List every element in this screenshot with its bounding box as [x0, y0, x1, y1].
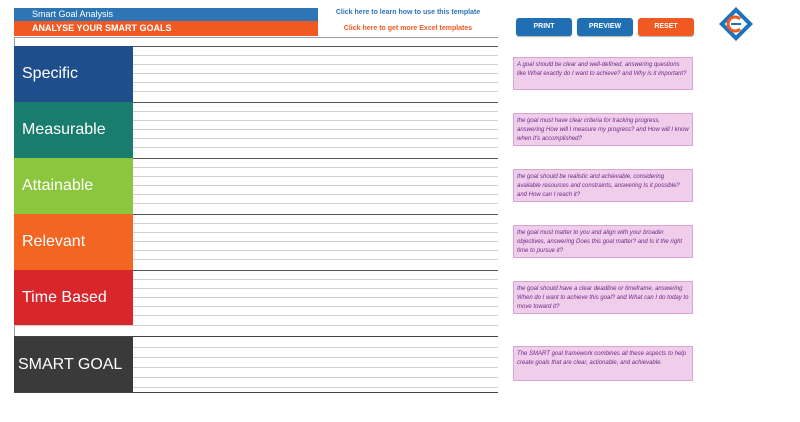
entry-area-relevant[interactable]: [133, 214, 498, 270]
entry-area-attainable[interactable]: [133, 158, 498, 214]
app-title: Smart Goal Analysis: [14, 8, 318, 21]
page-subtitle: ANALYSE YOUR SMART GOALS: [14, 21, 318, 36]
header-divider: [14, 37, 498, 38]
description-specific: A goal should be clear and well-defined, answering questions like What exactly do I want to achieve? and Why is it important?: [513, 57, 693, 90]
entry-area-specific[interactable]: [133, 46, 498, 102]
description-smart-goal: The SMART goal framework combines all these aspects to help create goals that are clear, actionable, and achievable.: [513, 346, 693, 381]
more-templates-link[interactable]: Click here to get more Excel templates: [343, 25, 473, 32]
preview-button[interactable]: PREVIEW: [577, 18, 633, 36]
description-attainable: the goal should be realistic and achievable, considering available resources and constraints, answering Is it possible? and How can I reach it?: [513, 169, 693, 202]
description-relevant: the goal must matter to you and align with your broader objectives, answering Does this goal matter? and Is it the right time to pursue it?: [513, 225, 693, 258]
category-label-relevant: Relevant: [14, 214, 133, 270]
reset-button[interactable]: RESET: [638, 18, 694, 36]
smart-goal-label: SMART GOAL: [14, 337, 133, 392]
grid-bottom-border: [14, 392, 498, 393]
category-label-specific: Specific: [14, 46, 133, 102]
learn-template-link[interactable]: Click here to learn how to use this template: [335, 9, 481, 16]
category-label-measurable: Measurable: [14, 102, 133, 158]
entry-area-measurable[interactable]: [133, 102, 498, 158]
header-links: [318, 8, 498, 36]
category-label-time-based: Time Based: [14, 270, 133, 325]
category-label-attainable: Attainable: [14, 158, 133, 214]
print-button[interactable]: PRINT: [516, 18, 572, 36]
entry-area-time-based[interactable]: [133, 270, 498, 325]
entry-area-smart-goal[interactable]: [133, 337, 498, 392]
description-measurable: the goal must have clear criteria for tracking progress, answering How will I measure my progress? and How will I know when it's accomplished?: [513, 113, 693, 146]
description-time-based: the goal should have a clear deadline or timeframe, answering When do I want to achieve this goal? and What can I do today to move toward it?: [513, 281, 693, 314]
section-divider: [14, 325, 498, 326]
brand-logo-icon: [718, 6, 754, 42]
